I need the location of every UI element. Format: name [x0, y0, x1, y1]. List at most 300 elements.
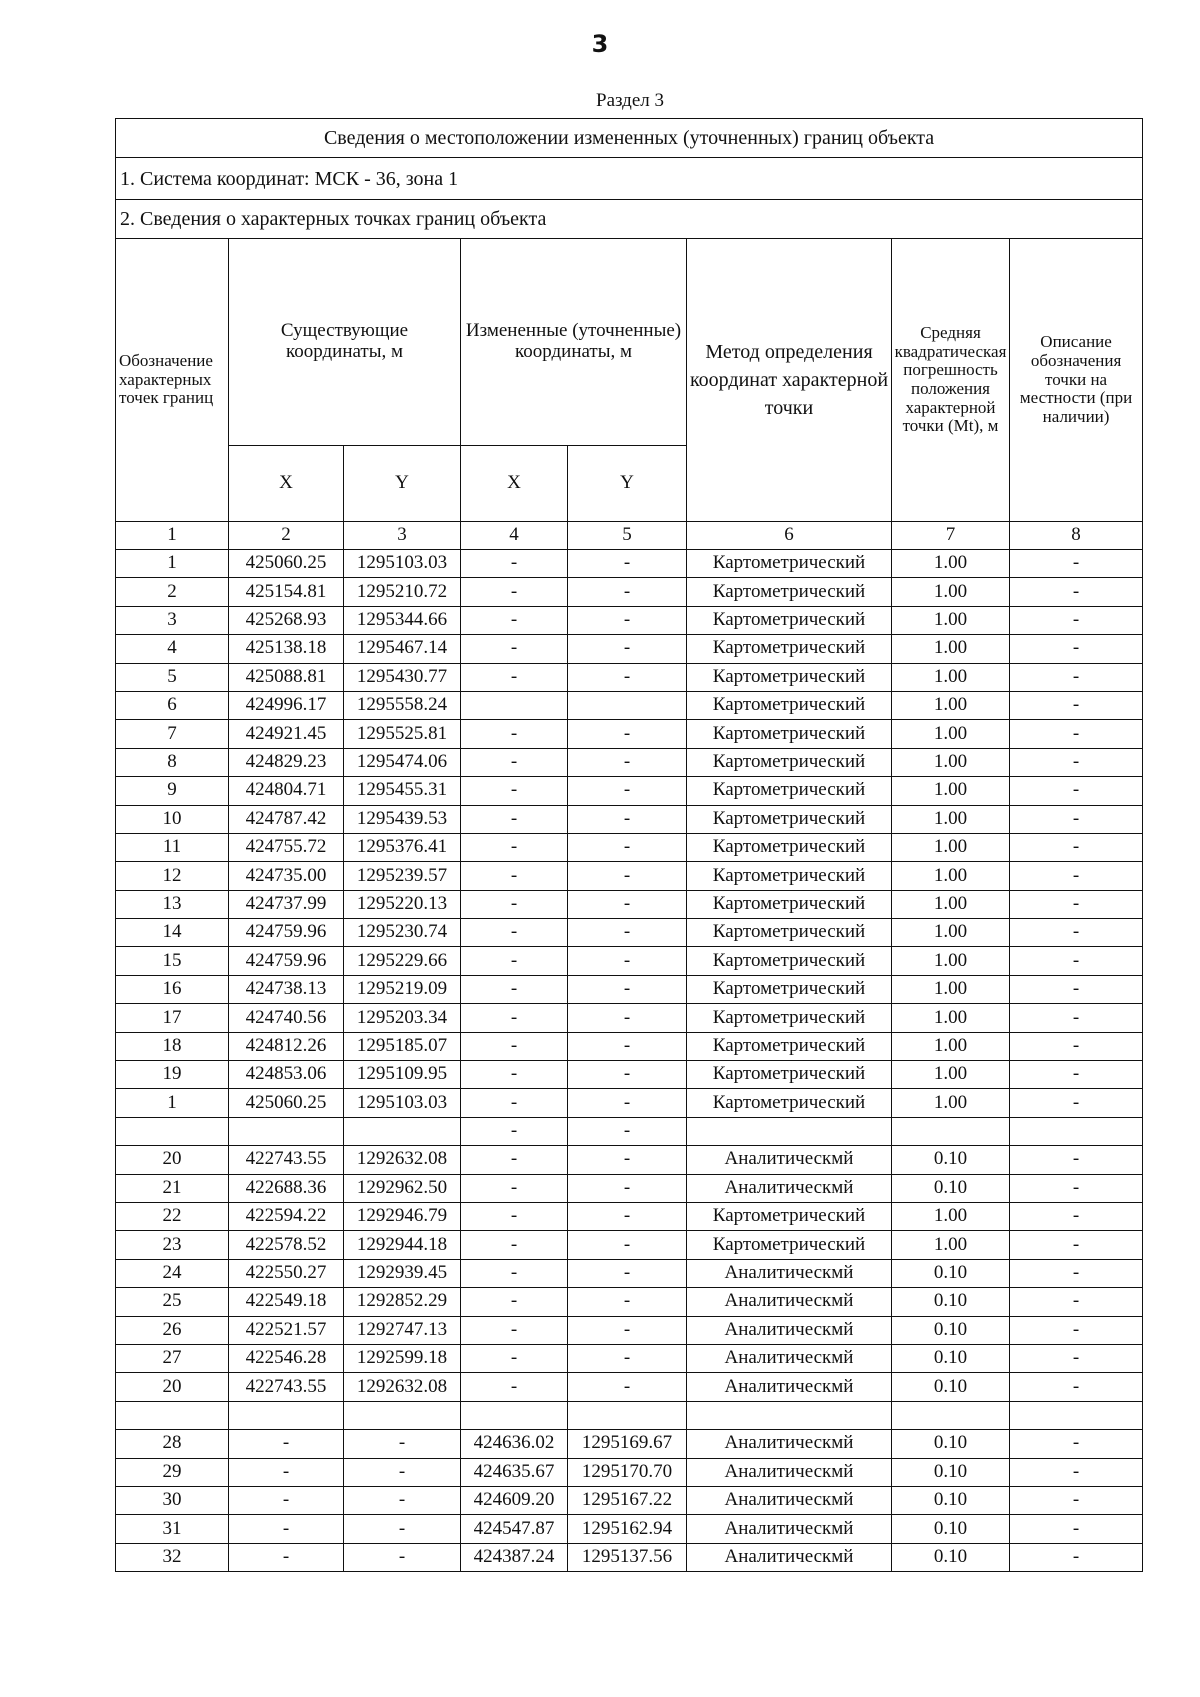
cell-changed-y: 1295137.56 [568, 1543, 687, 1571]
cell-method: Аналитическмй [687, 1174, 892, 1202]
cell-description: - [1010, 720, 1143, 748]
cell-existing-y: - [344, 1515, 461, 1543]
cell-changed-x [461, 691, 568, 719]
cell-point-id: 29 [116, 1458, 229, 1486]
cell-changed-y: - [568, 777, 687, 805]
cell-existing-x [229, 1401, 344, 1429]
cell-description: - [1010, 1061, 1143, 1089]
cell-existing-y: 1295203.34 [344, 1004, 461, 1032]
cell-error [892, 1117, 1010, 1145]
cell-method: Картометрический [687, 919, 892, 947]
cell-changed-y: - [568, 550, 687, 578]
cell-existing-x: 424738.13 [229, 975, 344, 1003]
cell-point-id: 20 [116, 1373, 229, 1401]
cell-changed-x: - [461, 635, 568, 663]
cell-changed-x: - [461, 1344, 568, 1372]
table-row [116, 1202, 1143, 1230]
cell-point-id [116, 1401, 229, 1429]
cell-error: 1.00 [892, 550, 1010, 578]
cell-existing-y: 1292946.79 [344, 1202, 461, 1230]
cell-error: 1.00 [892, 833, 1010, 861]
cell-error: 1.00 [892, 1032, 1010, 1060]
cell-point-id: 16 [116, 975, 229, 1003]
cell-method: Аналитическмй [687, 1344, 892, 1372]
cell-method: Картометрический [687, 1089, 892, 1117]
cell-method: Аналитическмй [687, 1316, 892, 1344]
cell-point-id: 14 [116, 919, 229, 947]
table-row [116, 578, 1143, 606]
cell-existing-x: 425060.25 [229, 550, 344, 578]
cell-point-id: 4 [116, 635, 229, 663]
cell-existing-x: 422549.18 [229, 1288, 344, 1316]
cell-existing-x: 424787.42 [229, 805, 344, 833]
cell-error: 1.00 [892, 890, 1010, 918]
cell-existing-x: 422546.28 [229, 1344, 344, 1372]
cell-existing-x: 424812.26 [229, 1032, 344, 1060]
cell-existing-x: 422521.57 [229, 1316, 344, 1344]
cell-existing-y: 1292962.50 [344, 1174, 461, 1202]
cell-error: 0.10 [892, 1543, 1010, 1571]
table-row [116, 947, 1143, 975]
cell-existing-y: 1295103.03 [344, 550, 461, 578]
cell-point-id: 28 [116, 1430, 229, 1458]
cell-method: Картометрический [687, 663, 892, 691]
cell-changed-x: - [461, 748, 568, 776]
cell-method: Картометрический [687, 947, 892, 975]
cell-changed-y: - [568, 1202, 687, 1230]
cell-point-id: 22 [116, 1202, 229, 1230]
cell-changed-x: 424387.24 [461, 1543, 568, 1571]
cell-error [892, 1401, 1010, 1429]
header-method: Метод определения координат характерной точки [687, 239, 892, 522]
cell-existing-y [344, 1401, 461, 1429]
cell-existing-y [344, 1117, 461, 1145]
cell-changed-y [568, 1401, 687, 1429]
table-row [116, 1174, 1143, 1202]
cell-description [1010, 1117, 1143, 1145]
cell-changed-x: - [461, 1089, 568, 1117]
cell-method [687, 1117, 892, 1145]
cell-description: - [1010, 1202, 1143, 1230]
cell-description: - [1010, 1174, 1143, 1202]
cell-existing-y: 1295430.77 [344, 663, 461, 691]
cell-point-id: 11 [116, 833, 229, 861]
table-row [116, 1344, 1143, 1372]
table-row [116, 833, 1143, 861]
cell-changed-x: - [461, 1202, 568, 1230]
cell-method: Картометрический [687, 1061, 892, 1089]
cell-changed-x: - [461, 805, 568, 833]
header-designation: Обозначение характерных точек границ [116, 239, 229, 522]
cell-method: Картометрический [687, 862, 892, 890]
cell-error: 1.00 [892, 635, 1010, 663]
table-row [116, 635, 1143, 663]
cell-description: - [1010, 691, 1143, 719]
cell-existing-y: - [344, 1458, 461, 1486]
cell-changed-x: - [461, 1259, 568, 1287]
cell-existing-y: 1295558.24 [344, 691, 461, 719]
cell-error: 0.10 [892, 1515, 1010, 1543]
cell-changed-y: - [568, 1117, 687, 1145]
cell-error: 1.00 [892, 1231, 1010, 1259]
table-row [116, 1061, 1143, 1089]
table-row [116, 1259, 1143, 1287]
cell-existing-y: 1292747.13 [344, 1316, 461, 1344]
cell-changed-x: - [461, 862, 568, 890]
column-numbers-row [116, 522, 1143, 550]
cell-existing-y: 1295230.74 [344, 919, 461, 947]
cell-existing-y: 1295210.72 [344, 578, 461, 606]
cell-method: Аналитическмй [687, 1543, 892, 1571]
cell-changed-x: - [461, 975, 568, 1003]
cell-changed-x: - [461, 1004, 568, 1032]
table-row [116, 1543, 1143, 1571]
cell-existing-y: - [344, 1430, 461, 1458]
table-row [116, 862, 1143, 890]
cell-point-id: 23 [116, 1231, 229, 1259]
cell-existing-x: 424804.71 [229, 777, 344, 805]
cell-description: - [1010, 890, 1143, 918]
cell-changed-x: - [461, 1316, 568, 1344]
cell-existing-x: 425060.25 [229, 1089, 344, 1117]
cell-changed-y: - [568, 1061, 687, 1089]
table-row [116, 1089, 1143, 1117]
cell-changed-x: - [461, 833, 568, 861]
table-row [116, 1401, 1143, 1429]
cell-method: Аналитическмй [687, 1515, 892, 1543]
cell-existing-x: 425088.81 [229, 663, 344, 691]
cell-changed-y: - [568, 1344, 687, 1372]
cell-existing-x: - [229, 1515, 344, 1543]
cell-changed-y: - [568, 805, 687, 833]
cell-changed-y: - [568, 606, 687, 634]
cell-description: - [1010, 1089, 1143, 1117]
cell-existing-x: 424829.23 [229, 748, 344, 776]
cell-changed-y: - [568, 1174, 687, 1202]
cell-description: - [1010, 1486, 1143, 1514]
cell-point-id: 18 [116, 1032, 229, 1060]
cell-point-id: 10 [116, 805, 229, 833]
cell-changed-y: - [568, 919, 687, 947]
cell-method: Картометрический [687, 890, 892, 918]
table-row [116, 1430, 1143, 1458]
cell-changed-y [568, 691, 687, 719]
cell-description: - [1010, 635, 1143, 663]
cell-description: - [1010, 1004, 1143, 1032]
header-changed-coords: Измененные (уточненные) координаты, м [461, 239, 687, 446]
cell-changed-y: - [568, 663, 687, 691]
cell-error: 1.00 [892, 720, 1010, 748]
cell-description: - [1010, 663, 1143, 691]
cell-method: Картометрический [687, 720, 892, 748]
cell-error: 0.10 [892, 1458, 1010, 1486]
cell-changed-y: 1295170.70 [568, 1458, 687, 1486]
cell-point-id: 1 [116, 1089, 229, 1117]
cell-existing-x: 424737.99 [229, 890, 344, 918]
cell-description: - [1010, 1259, 1143, 1287]
cell-point-id: 5 [116, 663, 229, 691]
cell-existing-y: 1292632.08 [344, 1373, 461, 1401]
cell-point-id: 31 [116, 1515, 229, 1543]
cell-existing-y: 1295344.66 [344, 606, 461, 634]
cell-changed-x: 424636.02 [461, 1430, 568, 1458]
cell-description: - [1010, 777, 1143, 805]
cell-method: Картометрический [687, 550, 892, 578]
cell-method: Картометрический [687, 833, 892, 861]
cell-existing-y: 1295525.81 [344, 720, 461, 748]
cell-changed-y: - [568, 1316, 687, 1344]
cell-method: Картометрический [687, 777, 892, 805]
cell-error: 0.10 [892, 1430, 1010, 1458]
cell-changed-x: - [461, 1373, 568, 1401]
table-row [116, 1458, 1143, 1486]
cell-existing-x: - [229, 1458, 344, 1486]
cell-error: 0.10 [892, 1288, 1010, 1316]
table-row [116, 663, 1143, 691]
header-description: Описание обозначения точки на местности (при наличии) [1010, 239, 1143, 522]
cell-description: - [1010, 919, 1143, 947]
cell-description: - [1010, 1231, 1143, 1259]
cell-changed-x: - [461, 1231, 568, 1259]
cell-changed-x: 424635.67 [461, 1458, 568, 1486]
cell-error: 1.00 [892, 691, 1010, 719]
cell-changed-x: 424609.20 [461, 1486, 568, 1514]
cell-method: Картометрический [687, 578, 892, 606]
cell-point-id: 9 [116, 777, 229, 805]
table-row [116, 1515, 1143, 1543]
cell-existing-x: 422688.36 [229, 1174, 344, 1202]
cell-error: 1.00 [892, 748, 1010, 776]
cell-existing-y: 1292944.18 [344, 1231, 461, 1259]
cell-changed-y: - [568, 1146, 687, 1174]
cell-error: 1.00 [892, 1004, 1010, 1032]
cell-existing-y: 1292599.18 [344, 1344, 461, 1372]
cell-description: - [1010, 748, 1143, 776]
cell-method: Картометрический [687, 635, 892, 663]
table-row [116, 1117, 1143, 1145]
cell-existing-y: - [344, 1543, 461, 1571]
cell-existing-x: - [229, 1486, 344, 1514]
cell-changed-x: - [461, 947, 568, 975]
table-row [116, 919, 1143, 947]
cell-point-id [116, 1117, 229, 1145]
cell-point-id: 7 [116, 720, 229, 748]
cell-description: - [1010, 975, 1143, 1003]
cell-changed-x: - [461, 720, 568, 748]
cell-changed-y: - [568, 975, 687, 1003]
cell-description: - [1010, 1373, 1143, 1401]
cell-existing-x: 425154.81 [229, 578, 344, 606]
cell-point-id: 32 [116, 1543, 229, 1571]
cell-changed-x: - [461, 550, 568, 578]
cell-method: Аналитическмй [687, 1486, 892, 1514]
cell-changed-y: - [568, 748, 687, 776]
cell-method: Аналитическмй [687, 1288, 892, 1316]
table-row [116, 975, 1143, 1003]
cell-method: Картометрический [687, 975, 892, 1003]
cell-error: 0.10 [892, 1316, 1010, 1344]
cell-method: Картометрический [687, 606, 892, 634]
cell-description [1010, 1401, 1143, 1429]
cell-existing-x: 424759.96 [229, 947, 344, 975]
cell-method: Картометрический [687, 1032, 892, 1060]
cell-point-id: 30 [116, 1486, 229, 1514]
cell-existing-y: 1292852.29 [344, 1288, 461, 1316]
cell-description: - [1010, 606, 1143, 634]
cell-existing-y: 1295467.14 [344, 635, 461, 663]
cell-existing-x: 424759.96 [229, 919, 344, 947]
cell-method: Картометрический [687, 748, 892, 776]
header-existing-coords: Существующие координаты, м [229, 239, 461, 446]
cell-changed-x: - [461, 578, 568, 606]
cell-changed-y: 1295169.67 [568, 1430, 687, 1458]
column-number: 1 [116, 522, 229, 550]
cell-changed-x: - [461, 663, 568, 691]
cell-error: 1.00 [892, 663, 1010, 691]
cell-point-id: 27 [116, 1344, 229, 1372]
cell-description: - [1010, 1316, 1143, 1344]
cell-changed-y: - [568, 1032, 687, 1060]
page-number: 3 [591, 30, 609, 58]
table-row [116, 720, 1143, 748]
cell-error: 1.00 [892, 947, 1010, 975]
cell-method: Аналитическмй [687, 1430, 892, 1458]
cell-method: Картометрический [687, 691, 892, 719]
cell-method: Картометрический [687, 1231, 892, 1259]
cell-method: Картометрический [687, 805, 892, 833]
cell-method: Аналитическмй [687, 1373, 892, 1401]
cell-existing-x: 424921.45 [229, 720, 344, 748]
cell-error: 0.10 [892, 1486, 1010, 1514]
cell-description: - [1010, 1515, 1143, 1543]
cell-point-id: 8 [116, 748, 229, 776]
cell-description: - [1010, 1344, 1143, 1372]
cell-changed-x: - [461, 777, 568, 805]
table-row [116, 748, 1143, 776]
table-row [116, 777, 1143, 805]
cell-error: 1.00 [892, 862, 1010, 890]
cell-description: - [1010, 1032, 1143, 1060]
cell-changed-x: - [461, 1117, 568, 1145]
cell-changed-x: - [461, 1174, 568, 1202]
cell-existing-x: - [229, 1430, 344, 1458]
cell-existing-y: 1295185.07 [344, 1032, 461, 1060]
cell-existing-x: 424996.17 [229, 691, 344, 719]
cell-existing-y: 1295220.13 [344, 890, 461, 918]
cell-existing-y: 1295376.41 [344, 833, 461, 861]
cell-changed-y: - [568, 1259, 687, 1287]
table-row [116, 1288, 1143, 1316]
coord-system-label: 1. Система координат: МСК - 36, зона 1 [116, 158, 1143, 200]
cell-existing-y: 1295474.06 [344, 748, 461, 776]
column-number: 4 [461, 522, 568, 550]
cell-changed-y: - [568, 635, 687, 663]
cell-existing-x: 422578.52 [229, 1231, 344, 1259]
cell-error: 1.00 [892, 919, 1010, 947]
column-number: 2 [229, 522, 344, 550]
cell-description: - [1010, 947, 1143, 975]
cell-point-id: 19 [116, 1061, 229, 1089]
section-title: Раздел 3 [596, 90, 664, 111]
cell-description: - [1010, 1458, 1143, 1486]
cell-description: - [1010, 578, 1143, 606]
table-row [116, 1032, 1143, 1060]
cell-description: - [1010, 1146, 1143, 1174]
cell-point-id: 24 [116, 1259, 229, 1287]
cell-existing-x: 424735.00 [229, 862, 344, 890]
cell-point-id: 1 [116, 550, 229, 578]
cell-description: - [1010, 862, 1143, 890]
cell-existing-x: 422550.27 [229, 1259, 344, 1287]
cell-existing-x: 424740.56 [229, 1004, 344, 1032]
cell-existing-y: 1295109.95 [344, 1061, 461, 1089]
cell-method: Картометрический [687, 1004, 892, 1032]
header-error: Средняя квадратическая погрешность положения характерной точки (Mt), м [892, 239, 1010, 522]
cell-changed-y: 1295162.94 [568, 1515, 687, 1543]
points-info-label: 2. Сведения о характерных точках границ объекта [116, 200, 1143, 239]
cell-description: - [1010, 805, 1143, 833]
cell-description: - [1010, 833, 1143, 861]
cell-existing-y: 1295229.66 [344, 947, 461, 975]
cell-description: - [1010, 1543, 1143, 1571]
table-row [116, 691, 1143, 719]
cell-changed-y: - [568, 720, 687, 748]
cell-error: 1.00 [892, 805, 1010, 833]
cell-existing-x: 424853.06 [229, 1061, 344, 1089]
cell-existing-y: 1295455.31 [344, 777, 461, 805]
table-row [116, 1146, 1143, 1174]
cell-existing-y: 1295103.03 [344, 1089, 461, 1117]
cell-point-id: 13 [116, 890, 229, 918]
cell-existing-x: 425138.18 [229, 635, 344, 663]
table-title: Сведения о местоположении измененных (уточненных) границ объекта [116, 119, 1143, 158]
table-row [116, 606, 1143, 634]
cell-error: 0.10 [892, 1344, 1010, 1372]
cell-changed-x: - [461, 606, 568, 634]
cell-existing-y: 1295239.57 [344, 862, 461, 890]
cell-changed-y: - [568, 833, 687, 861]
cell-existing-x: 422743.55 [229, 1146, 344, 1174]
cell-error: 0.10 [892, 1259, 1010, 1287]
cell-existing-x: 422743.55 [229, 1373, 344, 1401]
cell-changed-y: - [568, 1004, 687, 1032]
cell-error: 1.00 [892, 606, 1010, 634]
cell-changed-y: - [568, 862, 687, 890]
cell-error: 1.00 [892, 578, 1010, 606]
coordinates-table [115, 118, 1143, 1572]
cell-point-id: 12 [116, 862, 229, 890]
cell-point-id: 17 [116, 1004, 229, 1032]
table-row [116, 805, 1143, 833]
cell-existing-x: 424755.72 [229, 833, 344, 861]
header-existing-y: Y [344, 446, 461, 522]
table-row [116, 890, 1143, 918]
cell-changed-x: - [461, 1146, 568, 1174]
cell-method [687, 1401, 892, 1429]
cell-point-id: 6 [116, 691, 229, 719]
cell-existing-y: 1295439.53 [344, 805, 461, 833]
cell-existing-x: - [229, 1543, 344, 1571]
cell-method: Аналитическмй [687, 1146, 892, 1174]
cell-changed-x: 424547.87 [461, 1515, 568, 1543]
cell-changed-y: - [568, 1089, 687, 1117]
cell-changed-x: - [461, 1061, 568, 1089]
cell-error: 0.10 [892, 1146, 1010, 1174]
cell-changed-y: - [568, 1373, 687, 1401]
table-row [116, 1004, 1143, 1032]
cell-point-id: 25 [116, 1288, 229, 1316]
header-changed-y: Y [568, 446, 687, 522]
